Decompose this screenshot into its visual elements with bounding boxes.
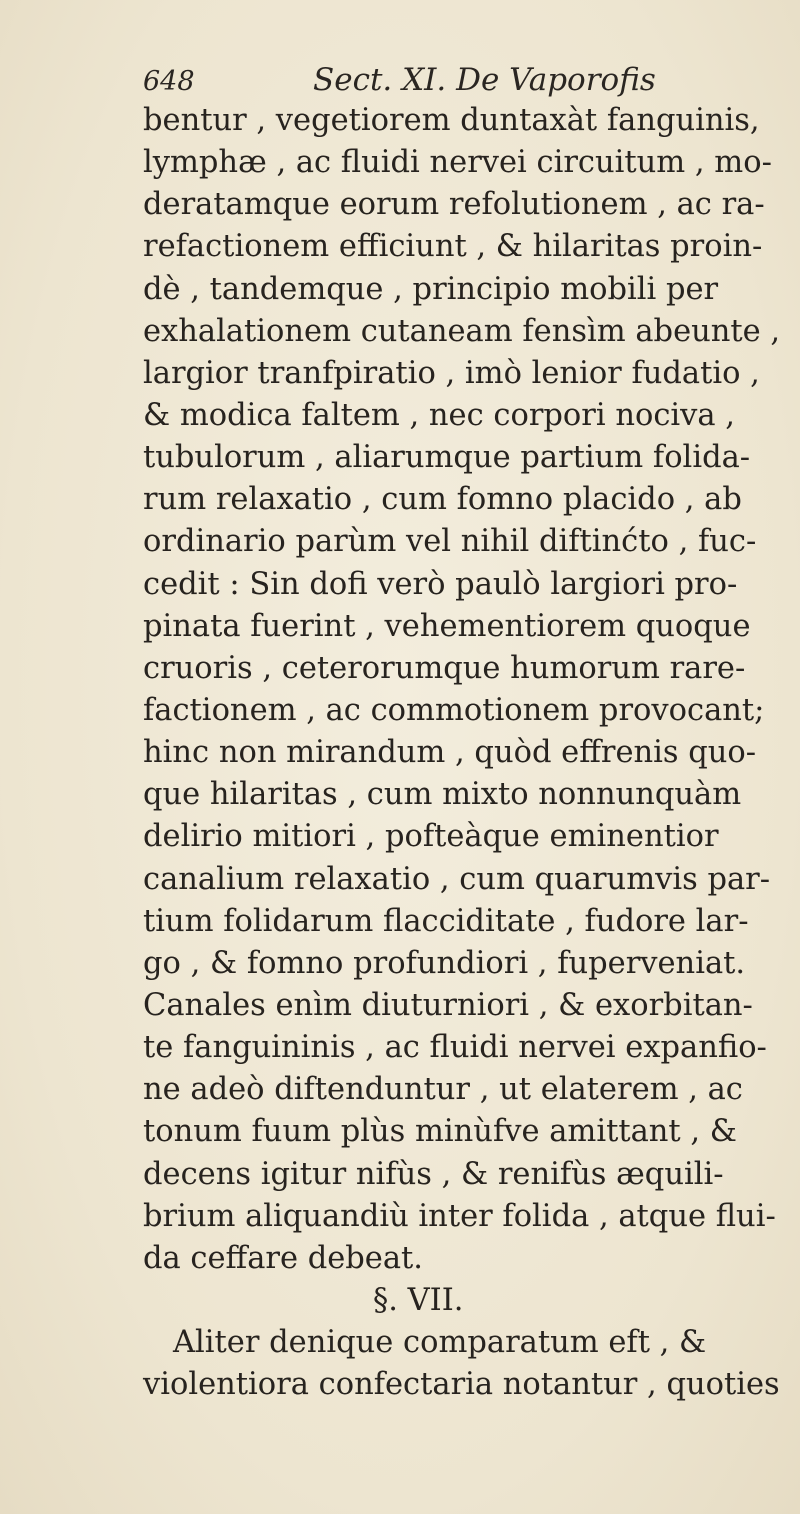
text-line: exhalationem cutaneam fensìm abeunte , xyxy=(143,313,781,349)
text-line: canalium relaxatio , cum quarumvis par- xyxy=(143,861,771,897)
text-line: ne adeò diftenduntur , ut elaterem , ac xyxy=(143,1072,743,1108)
text-line: & modica faltem , nec corpori nociva , xyxy=(143,397,735,433)
text-line: hinc non mirandum , quòd effrenis quo- xyxy=(143,735,757,771)
text-line: tubulorum , aliarumque partium folida- xyxy=(143,440,751,476)
text-line: pinata fuerint , vehementiorem quoque xyxy=(143,608,751,644)
text-line: da ceffare debeat. xyxy=(143,1240,423,1276)
text-line: refactionem efficiunt , & hilaritas proin- xyxy=(143,229,763,265)
text-line: tium folidarum flacciditate , fudore lar- xyxy=(143,903,749,939)
page-number: 648 xyxy=(143,66,195,97)
text-line: Aliter denique comparatum eft , & xyxy=(173,1325,707,1361)
text-line: bentur , vegetiorem duntaxàt fanguinis, xyxy=(143,103,760,138)
section-heading: §. VII. xyxy=(373,1282,464,1318)
text-line: largior tranfpiratio , imò lenior fudatio , xyxy=(143,355,760,391)
text-line: Canales enìm diuturniori , & exorbitan- xyxy=(143,987,753,1023)
text-line: ordinario parùm vel nihil diftinćto , fuc- xyxy=(143,524,757,560)
text-line: dè , tandemque , principio mobili per xyxy=(143,271,719,307)
running-head: Sect. XI. De Vaporofis xyxy=(313,62,656,98)
text-line: factionem , ac commotionem provocant; xyxy=(143,692,765,728)
text-line: go , & fomno profundiori , fuperveniat. xyxy=(143,945,746,981)
body-text xyxy=(143,100,793,1406)
text-line: cruoris , ceterorumque humorum rare- xyxy=(143,650,746,686)
text-line: lymphæ , ac fluidi nervei circuitum , mo- xyxy=(143,145,772,181)
text-line: rum relaxatio , cum fomno placido , ab xyxy=(143,482,742,518)
page-header xyxy=(143,62,743,102)
text-line: violentiora confectaria notantur , quoties xyxy=(143,1367,780,1403)
text-line: decens igitur nifùs , & renifùs æquili- xyxy=(143,1156,724,1192)
text-line: brium aliquandiù inter folida , atque flui- xyxy=(143,1198,776,1234)
text-line: deratamque eorum refolutionem , ac ra- xyxy=(143,187,765,223)
text-line: te fanguininis , ac fluidi nervei expanfio- xyxy=(143,1030,767,1066)
text-line: tonum fuum plùs minùfve amittant , & xyxy=(143,1114,737,1150)
text-line: delirio mitiori , pofteàque eminentior xyxy=(143,819,719,855)
text-line: cedit : Sin dofi verò paulò largiori pro- xyxy=(143,566,738,602)
text-line: que hilaritas , cum mixto nonnunquàm xyxy=(143,777,742,813)
